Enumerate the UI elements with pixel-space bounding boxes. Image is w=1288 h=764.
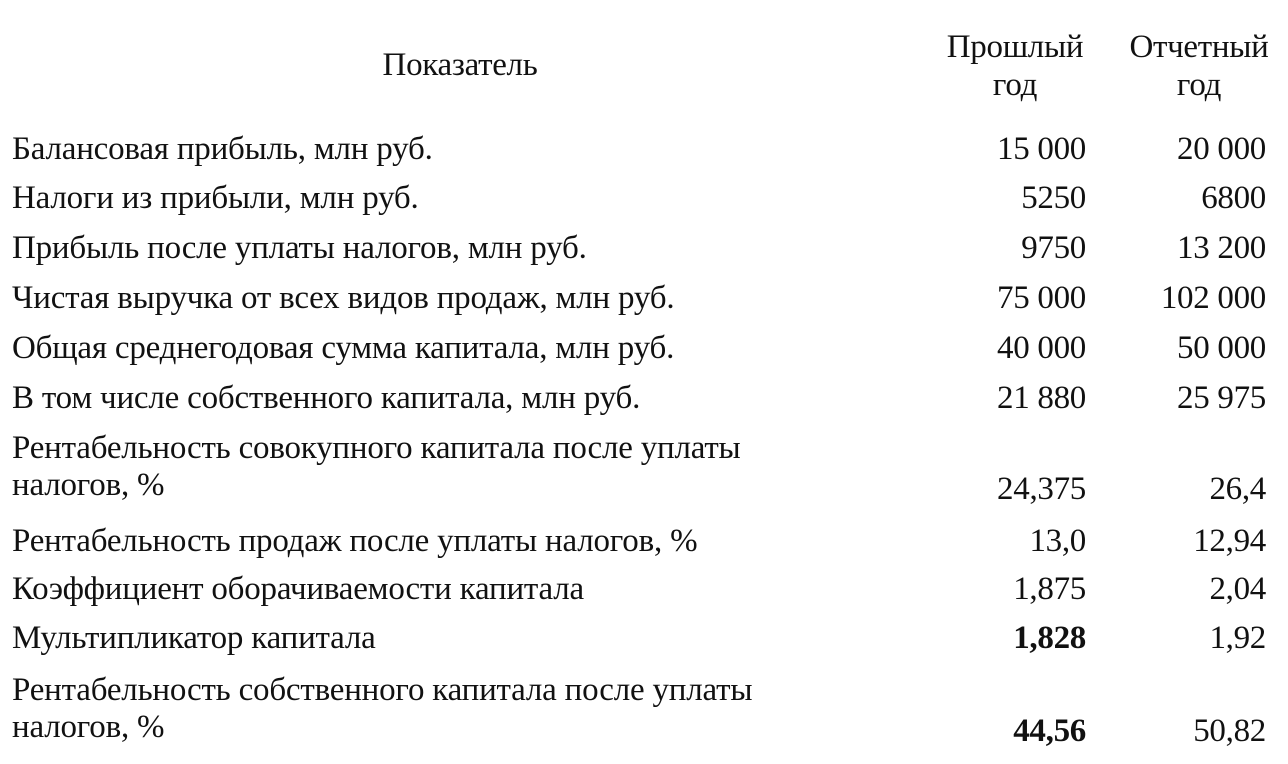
value-reporting-year: 26,4 [1209, 471, 1266, 507]
row-label: Рентабельность совокупного капитала после уплаты налогов, % [12, 430, 741, 503]
value-reporting-year: 25 975 [1177, 380, 1266, 416]
header-indicator: Показатель [382, 47, 538, 83]
value-previous-year: 9750 [1021, 230, 1086, 266]
value-previous-year: 13,0 [1029, 523, 1086, 559]
value-previous-year: 44,56 [1013, 713, 1086, 749]
row-label: Балансовая прибыль, млн руб. [12, 131, 433, 167]
value-reporting-year: 12,94 [1193, 523, 1266, 559]
row-label: Мультипликатор капитала [12, 620, 376, 656]
value-reporting-year: 50 000 [1177, 330, 1266, 366]
header-reporting-year: Отчетный год [1129, 29, 1269, 103]
value-previous-year: 40 000 [997, 330, 1086, 366]
value-previous-year: 1,875 [1013, 571, 1086, 607]
value-previous-year: 15 000 [997, 131, 1086, 167]
row-label: Чистая выручка от всех видов продаж, млн руб. [12, 280, 675, 316]
value-previous-year: 5250 [1021, 180, 1086, 216]
row-label: Коэффициент оборачиваемости капитала [12, 571, 585, 607]
row-label: Общая среднегодовая сумма капитала, млн руб. [12, 330, 675, 366]
value-reporting-year: 13 200 [1177, 230, 1266, 266]
value-reporting-year: 6800 [1201, 180, 1266, 216]
header-previous-year: Прошлый год [946, 29, 1084, 103]
row-label: В том числе собственного капитала, млн руб. [12, 380, 641, 416]
value-previous-year: 24,375 [997, 471, 1086, 507]
row-label: Прибыль после уплаты налогов, млн руб. [12, 230, 587, 266]
value-reporting-year: 50,82 [1193, 713, 1266, 749]
row-label: Рентабельность продаж после уплаты налогов, % [12, 523, 698, 559]
value-previous-year: 75 000 [997, 280, 1086, 316]
value-reporting-year: 2,04 [1209, 571, 1266, 607]
row-label: Налоги из прибыли, млн руб. [12, 180, 419, 216]
value-previous-year: 21 880 [997, 380, 1086, 416]
value-reporting-year: 102 000 [1160, 280, 1266, 316]
value-reporting-year: 20 000 [1177, 131, 1266, 167]
value-previous-year: 1,828 [1013, 620, 1086, 656]
value-reporting-year: 1,92 [1209, 620, 1266, 656]
row-label: Рентабельность собственного капитала после уплаты налогов, % [12, 672, 753, 745]
